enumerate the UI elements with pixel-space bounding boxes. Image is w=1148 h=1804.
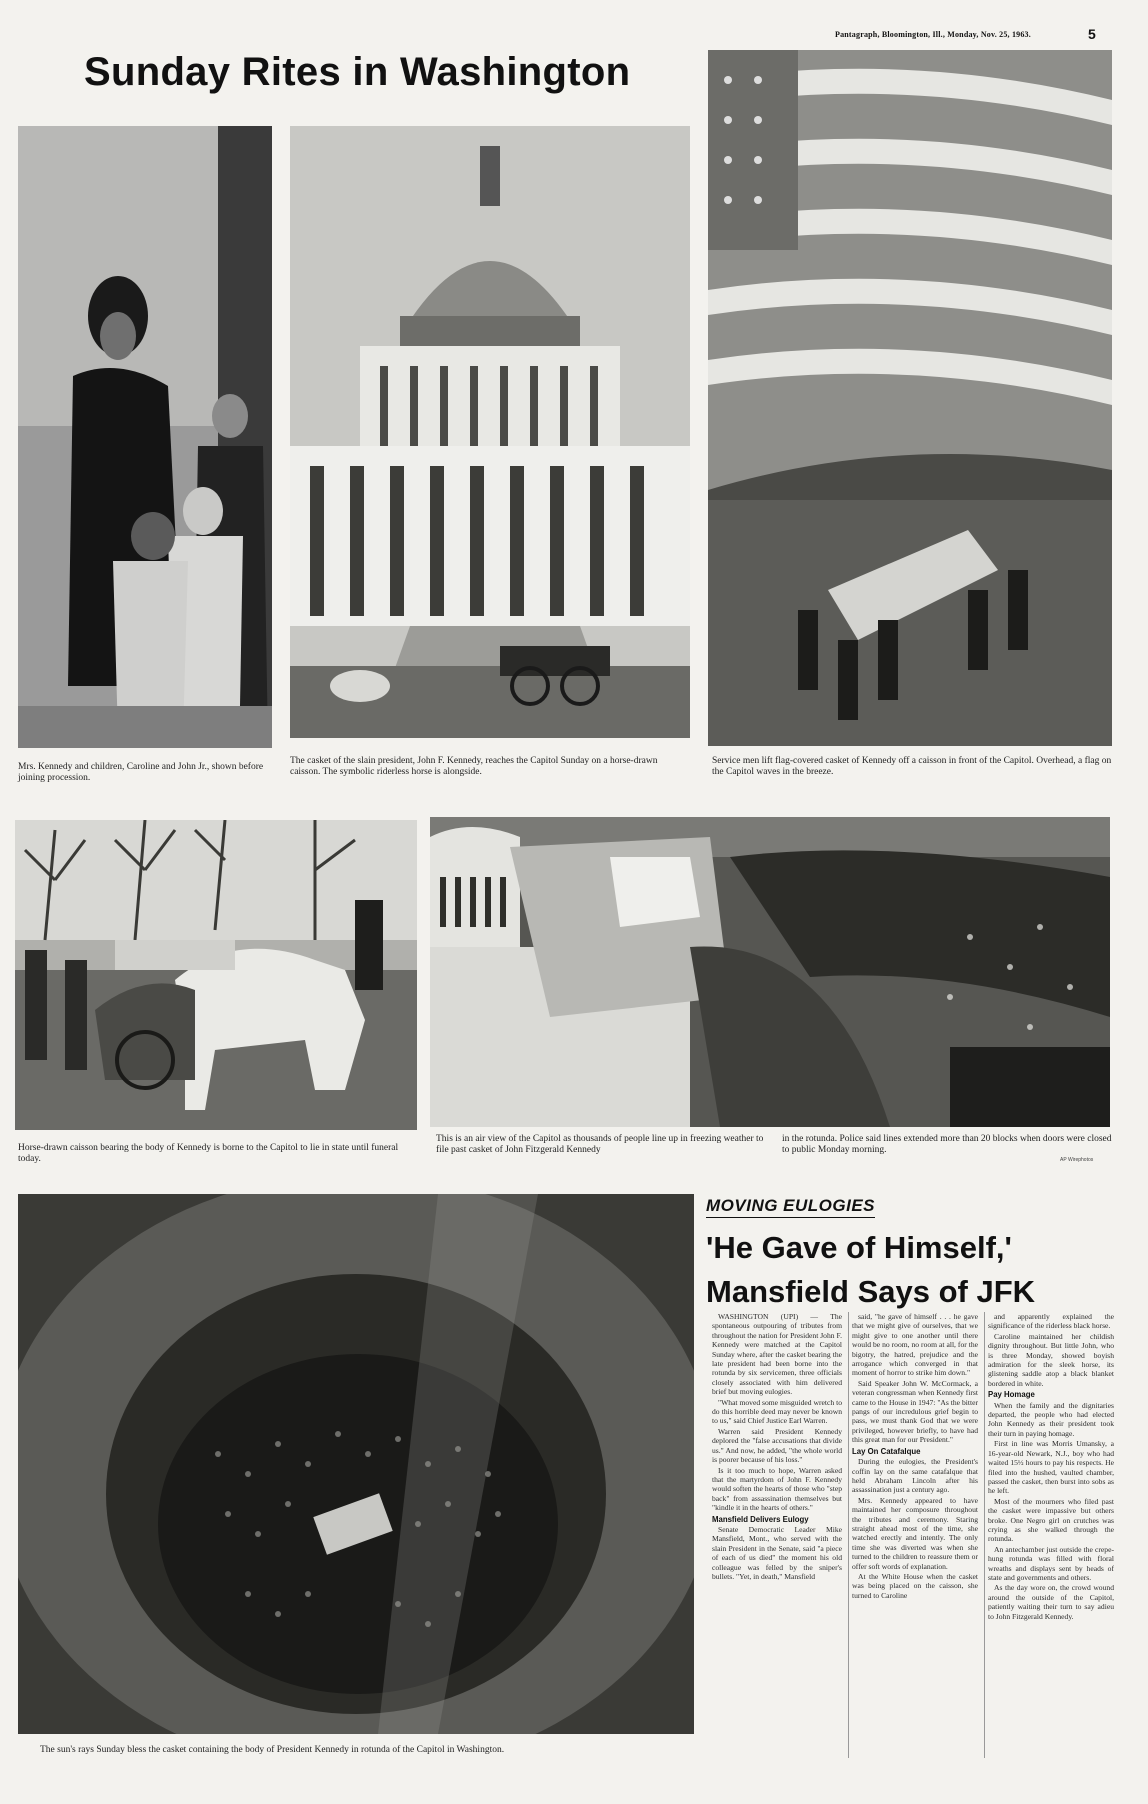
story-subhead: Mansfield Delivers Eulogy xyxy=(712,1514,809,1524)
story-headline-line2: Mansfield Says of JFK xyxy=(706,1274,1036,1309)
story-paragraph: When the family and the dignitaries departed, the people who had elected John Kennedy as their president took their turn in paying homage. xyxy=(988,1400,1114,1438)
story-paragraph: Warren said President Kennedy deplored the "false accusations that divide us." And now, he added, "the whole world is poorer because of his loss." xyxy=(712,1426,842,1465)
photo-mrs-kennedy-children xyxy=(18,126,272,748)
story-paragraph: During the eulogies, the President's coffin lay on the same catafalque that held Abraham Lincoln after his assassination just a century ago. xyxy=(852,1457,978,1495)
photo-credit: AP Wirephotos xyxy=(1060,1157,1094,1163)
photo-caption: Mrs. Kennedy and children, Caroline and John Jr., shown before joining procession. xyxy=(18,762,264,783)
photo-caption: The casket of the slain president, John F. Kennedy, reaches the Capitol Sunday on a horse-drawn caisson. The symbolic riderless horse is alongside. xyxy=(290,756,658,777)
story-column-2 xyxy=(848,1312,978,1758)
story-paragraph: and apparently explained the significance of the riderless black horse. xyxy=(988,1312,1114,1331)
photo-capitol-caisson xyxy=(290,126,690,738)
story-paragraph: Mrs. Kennedy appeared to have maintained her composure throughout the tributes and ceremony. Staring straight ahead most of the time, she watched erectly and intently. The only time she was diverted was when she turned to the children to reassure them or offer soft words of explanation. xyxy=(852,1495,978,1571)
story-paragraph: Caroline maintained her childish dignity throughout. But little John, who is three Monday, showed boyish admiration for the sleek horse, its glistening saddle atop a black blanket bordered in white. xyxy=(988,1331,1114,1388)
photo-caption: The sun's rays Sunday bless the casket containing the body of President Kennedy in rotunda of the Capitol in Washington. xyxy=(40,1745,505,1755)
photo-aerial-capitol xyxy=(430,817,1110,1127)
story-kicker: MOVING EULOGIES xyxy=(706,1196,875,1218)
photo-caption: Service men lift flag-covered casket of Kennedy off a caisson in front of the Capitol. Overhead, a flag on the Capitol waves in the breeze. xyxy=(712,756,1112,777)
story-subhead: Lay On Catafalque xyxy=(852,1446,921,1456)
story-headline-line1: 'He Gave of Himself,' xyxy=(706,1230,1012,1265)
story-paragraph: Most of the mourners who filed past the casket were impassive but others broke. One Negro girl on crutches was crying as she walked through the rotunda. xyxy=(988,1496,1114,1544)
story-paragraph: Said Speaker John W. McCormack, a veteran congressman when Kennedy first came to the House in 1947: "As the bitter pangs of our incredulous grief begin to pass, we must thank God that we were privileged, however briefly, to have had this great man for our President." xyxy=(852,1378,978,1445)
story-column-3 xyxy=(984,1312,1114,1758)
story-paragraph: said, "he gave of himself . . . he gave that we might give of ourselves, that we might give to one another until there would be no room, no room at all, for the bigotry, the hatred, prejudice and the arrogance which converged in that moment of horror to strike him down." xyxy=(852,1312,978,1378)
story-body xyxy=(712,1312,1118,1758)
story-headline xyxy=(706,1226,1126,1314)
story-paragraph: An antechamber just outside the crepe-hung rotunda was filled with floral wreaths and displays sent by heads of state and governments and others. xyxy=(988,1544,1114,1582)
story-column-1 xyxy=(712,1312,842,1758)
story-paragraph: Is it too much to hope, Warren asked that the martyrdom of John F. Kennedy would soften the hearts of those who "step back" from assassination themselves but "kindle it in the hearts of others." xyxy=(712,1465,842,1513)
photo-caption-continued: in the rotunda. Police said lines extended more than 20 blocks when doors were closed to public Monday morning. xyxy=(782,1134,1112,1155)
photo-rotunda xyxy=(18,1194,694,1734)
story-paragraph: As the day wore on, the crowd wound around the outside of the Capitol, patiently waiting their turn to say adieu to John Fitzgerald Kennedy. xyxy=(988,1583,1114,1621)
story-paragraph: Senate Democratic Leader Mike Mansfield, Mont., who served with the slain President in the Senate, said "a piece of each of us died" the moment his old colleague was felled by the sniper's bullets. "Yet, in death," Mansfield xyxy=(712,1524,842,1581)
photo-caption: Horse-drawn caisson bearing the body of Kennedy is borne to the Capitol to lie in state until funeral today. xyxy=(18,1143,399,1164)
story-paragraph: WASHINGTON (UPI) — The spontaneous outpouring of tributes from throughout the nation for President John F. Kennedy were matched at the Capitol Sunday where, after the casket bearing the late president had been borne into the rotunda by six servicemen, three officials closely associated with him delivered brief but moving eulogies. xyxy=(712,1312,842,1397)
photo-caption: This is an air view of the Capitol as thousands of people line up in freezing weather to file past casket of John Fitzgerald Kennedy xyxy=(436,1134,764,1155)
story-paragraph: "What moved some misguided wretch to do this horrible deed may never be known to us," said Chief Justice Earl Warren. xyxy=(712,1397,842,1426)
photo-flag-casket xyxy=(708,50,1112,746)
story-paragraph: First in line was Morris Umansky, a 16-year-old Newark, N.J., boy who had waited 15½ hours to pay his respects. He filed into the hushed, vaulted chamber, passed the casket, then burst into sobs as he left. xyxy=(988,1439,1114,1496)
page-headline: Sunday Rites in Washington xyxy=(84,50,631,94)
page-number: 5 xyxy=(1088,26,1096,42)
masthead: Pantagraph, Bloomington, Ill., Monday, Nov. 25, 1963. xyxy=(835,30,1031,39)
photo-horse-caisson xyxy=(15,820,417,1130)
story-subhead: Pay Homage xyxy=(988,1390,1035,1400)
story-paragraph: At the White House when the casket was being placed on the caisson, she turned to Caroline xyxy=(852,1571,978,1600)
